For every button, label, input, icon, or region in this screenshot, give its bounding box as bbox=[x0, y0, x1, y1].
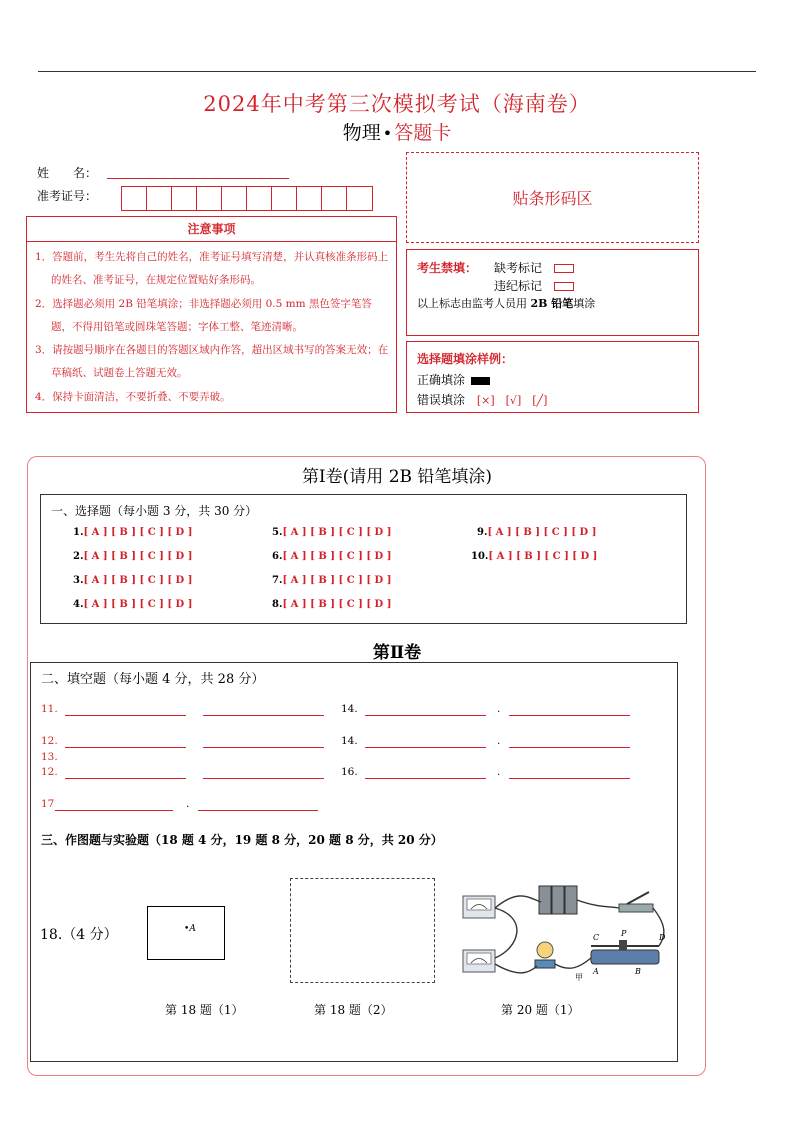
correct-row bbox=[417, 371, 490, 388]
id-cell[interactable] bbox=[222, 187, 247, 210]
fill-label: 14. bbox=[341, 703, 358, 715]
question-number: 9. bbox=[477, 527, 488, 538]
id-cell[interactable] bbox=[172, 187, 197, 210]
question-number: 3. bbox=[73, 575, 84, 586]
fill-blank[interactable] bbox=[198, 810, 318, 811]
fill-blank[interactable] bbox=[365, 778, 486, 779]
written-section bbox=[30, 662, 678, 1062]
barcode-label: 贴条形码区 bbox=[512, 189, 593, 208]
choice-options[interactable]: [ A ] [ B ] [ C ] [ D ] bbox=[487, 527, 597, 538]
note-suffix: 填涂 bbox=[573, 297, 596, 310]
id-cell[interactable] bbox=[272, 187, 297, 210]
q18-figure-1[interactable] bbox=[147, 906, 225, 960]
forbidden-note bbox=[417, 295, 595, 311]
choice-question[interactable] bbox=[272, 599, 391, 610]
correct-label: 正确填涂 bbox=[417, 373, 466, 387]
fill-label: 16. bbox=[341, 766, 358, 778]
label-a: A bbox=[593, 967, 599, 976]
question-number: 10. bbox=[471, 551, 489, 562]
forbidden-label: 考生禁填： bbox=[417, 261, 478, 275]
choice-question[interactable] bbox=[477, 527, 596, 538]
fill-dot: . bbox=[497, 703, 501, 715]
id-cell[interactable] bbox=[322, 187, 347, 210]
q18-drawing-area[interactable] bbox=[290, 878, 435, 983]
choice-question[interactable] bbox=[73, 551, 192, 562]
name-label: 姓 名： bbox=[37, 166, 98, 180]
question-number: 4. bbox=[73, 599, 84, 610]
card-subtitle bbox=[0, 118, 794, 145]
caption-q20-1: 第 20 题（1） bbox=[501, 1003, 580, 1017]
notice-item: 1．答题前，考生先将自己的姓名，准考证号填写清楚，并认真核准条形码上的姓名、准考证号，在规定位置贴好条形码。 bbox=[35, 251, 389, 287]
bulb-icon bbox=[535, 942, 555, 968]
filled-mark-icon bbox=[471, 377, 490, 385]
choice-section-title: 一、选择题（每小题 3 分，共 30 分） bbox=[51, 504, 258, 518]
question-number: 2. bbox=[73, 551, 84, 562]
fill-label: 12. bbox=[41, 735, 58, 747]
point-letter: A bbox=[189, 924, 196, 934]
voltmeter-icon bbox=[463, 950, 495, 972]
choice-question[interactable] bbox=[73, 599, 192, 610]
label-jia: 甲 bbox=[575, 973, 583, 982]
fill-blank[interactable] bbox=[203, 747, 324, 748]
notice-item: 3．请按题号顺序在各题目的答题区域内作答，超出区域书写的答案无效；在草稿纸、试题卷上答题无效。 bbox=[35, 344, 389, 380]
absent-label: 缺考标记 bbox=[494, 261, 543, 275]
choice-section bbox=[40, 494, 687, 624]
choice-options[interactable]: [ A ] [ B ] [ C ] [ D ] bbox=[83, 527, 193, 538]
choice-question[interactable] bbox=[272, 575, 391, 586]
question-number: 6. bbox=[272, 551, 283, 562]
separator-dot: • bbox=[382, 124, 393, 143]
choice-options[interactable]: [ A ] [ B ] [ C ] [ D ] bbox=[282, 551, 392, 562]
notice-heading: 注意事项 bbox=[27, 217, 396, 242]
examiner-only-box bbox=[406, 249, 699, 336]
choice-options[interactable]: [ A ] [ B ] [ C ] [ D ] bbox=[282, 527, 392, 538]
fill-blank[interactable] bbox=[509, 715, 630, 716]
experiment-section-title: 三、作图题与实验题（18 题 4 分，19 题 8 分，20 题 8 分，共 20 分） bbox=[41, 833, 443, 847]
fill-blank[interactable] bbox=[65, 778, 186, 779]
fill-label: 17 bbox=[41, 798, 55, 810]
label-b: B bbox=[635, 967, 641, 976]
fill-dot: . bbox=[497, 766, 501, 778]
caption-q18-1: 第 18 题（1） bbox=[165, 1003, 244, 1017]
fill-section-title: 二、填空题（每小题 4 分，共 28 分） bbox=[41, 672, 265, 687]
question-number: 8. bbox=[272, 599, 283, 610]
choice-options[interactable]: [ A ] [ B ] [ C ] [ D ] bbox=[83, 599, 193, 610]
q18-label: 18.（4 分） bbox=[40, 927, 118, 943]
id-label: 准考证号： bbox=[37, 189, 98, 203]
wrong-marks: [×] [√] [╱] bbox=[476, 394, 548, 407]
note-bold: 2B 铅笔 bbox=[530, 297, 574, 310]
choice-options[interactable]: [ A ] [ B ] [ C ] [ D ] bbox=[83, 551, 193, 562]
point-a-label: •A bbox=[184, 924, 196, 934]
violation-mark-box[interactable] bbox=[554, 282, 574, 291]
fill-blank[interactable] bbox=[65, 715, 186, 716]
question-number: 1. bbox=[73, 527, 84, 538]
choice-question[interactable] bbox=[272, 527, 391, 538]
fill-label: 13. bbox=[41, 751, 58, 763]
absent-mark-box[interactable] bbox=[554, 264, 574, 273]
choice-question[interactable] bbox=[73, 527, 192, 538]
q20-circuit-figure bbox=[459, 878, 669, 988]
choice-options[interactable]: [ A ] [ B ] [ C ] [ D ] bbox=[282, 575, 392, 586]
choice-options[interactable]: [ A ] [ B ] [ C ] [ D ] bbox=[488, 551, 598, 562]
notice-box bbox=[26, 216, 397, 413]
fill-label: 12. bbox=[41, 766, 58, 778]
notice-item: 4．保持卡面清洁，不要折叠、不要弄破。 bbox=[35, 390, 231, 403]
part2-title: 第Ⅱ卷 bbox=[372, 643, 422, 663]
wrong-label: 错误填涂 bbox=[417, 393, 466, 407]
fill-blank[interactable] bbox=[365, 747, 486, 748]
id-cell[interactable] bbox=[147, 187, 172, 210]
wrong-row bbox=[417, 391, 547, 408]
card-label: 答题卡 bbox=[394, 122, 452, 144]
fill-blank[interactable] bbox=[203, 778, 324, 779]
switch-icon bbox=[619, 892, 653, 912]
id-cell[interactable] bbox=[122, 187, 147, 210]
label-d: D bbox=[659, 933, 666, 942]
violation-label: 违纪标记 bbox=[494, 279, 543, 293]
choice-options[interactable]: [ A ] [ B ] [ C ] [ D ] bbox=[83, 575, 193, 586]
exam-title: 2024年中考第三次模拟考试（海南卷） bbox=[203, 92, 591, 116]
id-cell[interactable] bbox=[297, 187, 322, 210]
rheostat-icon bbox=[591, 940, 659, 964]
choice-question[interactable] bbox=[73, 575, 192, 586]
id-cell[interactable] bbox=[197, 187, 222, 210]
fill-dot: . bbox=[497, 735, 501, 747]
violation-row bbox=[494, 277, 574, 294]
fill-blank[interactable] bbox=[203, 715, 324, 716]
sample-title: 选择题填涂样例： bbox=[417, 352, 514, 366]
part1-title: 第Ⅰ卷(请用 2B 铅笔填涂) bbox=[301, 467, 493, 487]
absent-row bbox=[494, 259, 574, 276]
caption-q18-2: 第 18 题（2） bbox=[314, 1003, 393, 1017]
question-number: 7. bbox=[272, 575, 283, 586]
battery-icon bbox=[539, 886, 577, 914]
fill-blank[interactable] bbox=[55, 810, 173, 811]
barcode-area bbox=[406, 152, 699, 243]
subject-label: 物理 bbox=[342, 122, 381, 144]
sample-box bbox=[406, 341, 699, 413]
top-rule bbox=[38, 71, 756, 72]
ammeter-icon bbox=[463, 896, 495, 918]
fill-blank[interactable] bbox=[509, 747, 630, 748]
label-p: P bbox=[621, 929, 627, 938]
note-prefix: 以上标志由监考人员用 bbox=[417, 297, 531, 310]
notice-item: 2．选择题必须用 2B 铅笔填涂；非选择题必须用 0.5 mm 黑色签字笔答题，不得用铅笔或圆珠笔答题；字体工整、笔迹清晰。 bbox=[35, 297, 372, 333]
choice-question[interactable] bbox=[272, 551, 391, 562]
id-cell[interactable] bbox=[347, 187, 372, 210]
choice-question[interactable] bbox=[471, 551, 597, 562]
id-number-boxes[interactable] bbox=[121, 186, 373, 211]
fill-blank[interactable] bbox=[365, 715, 486, 716]
fill-dot: . bbox=[186, 798, 190, 810]
fill-blank[interactable] bbox=[509, 778, 630, 779]
id-cell[interactable] bbox=[247, 187, 272, 210]
question-number: 5. bbox=[272, 527, 283, 538]
fill-label: 14. bbox=[341, 735, 358, 747]
choice-options[interactable]: [ A ] [ B ] [ C ] [ D ] bbox=[282, 599, 392, 610]
fill-label: 11. bbox=[41, 703, 58, 715]
fill-blank[interactable] bbox=[65, 747, 186, 748]
label-c: C bbox=[593, 933, 600, 942]
name-input-line[interactable] bbox=[107, 178, 289, 179]
